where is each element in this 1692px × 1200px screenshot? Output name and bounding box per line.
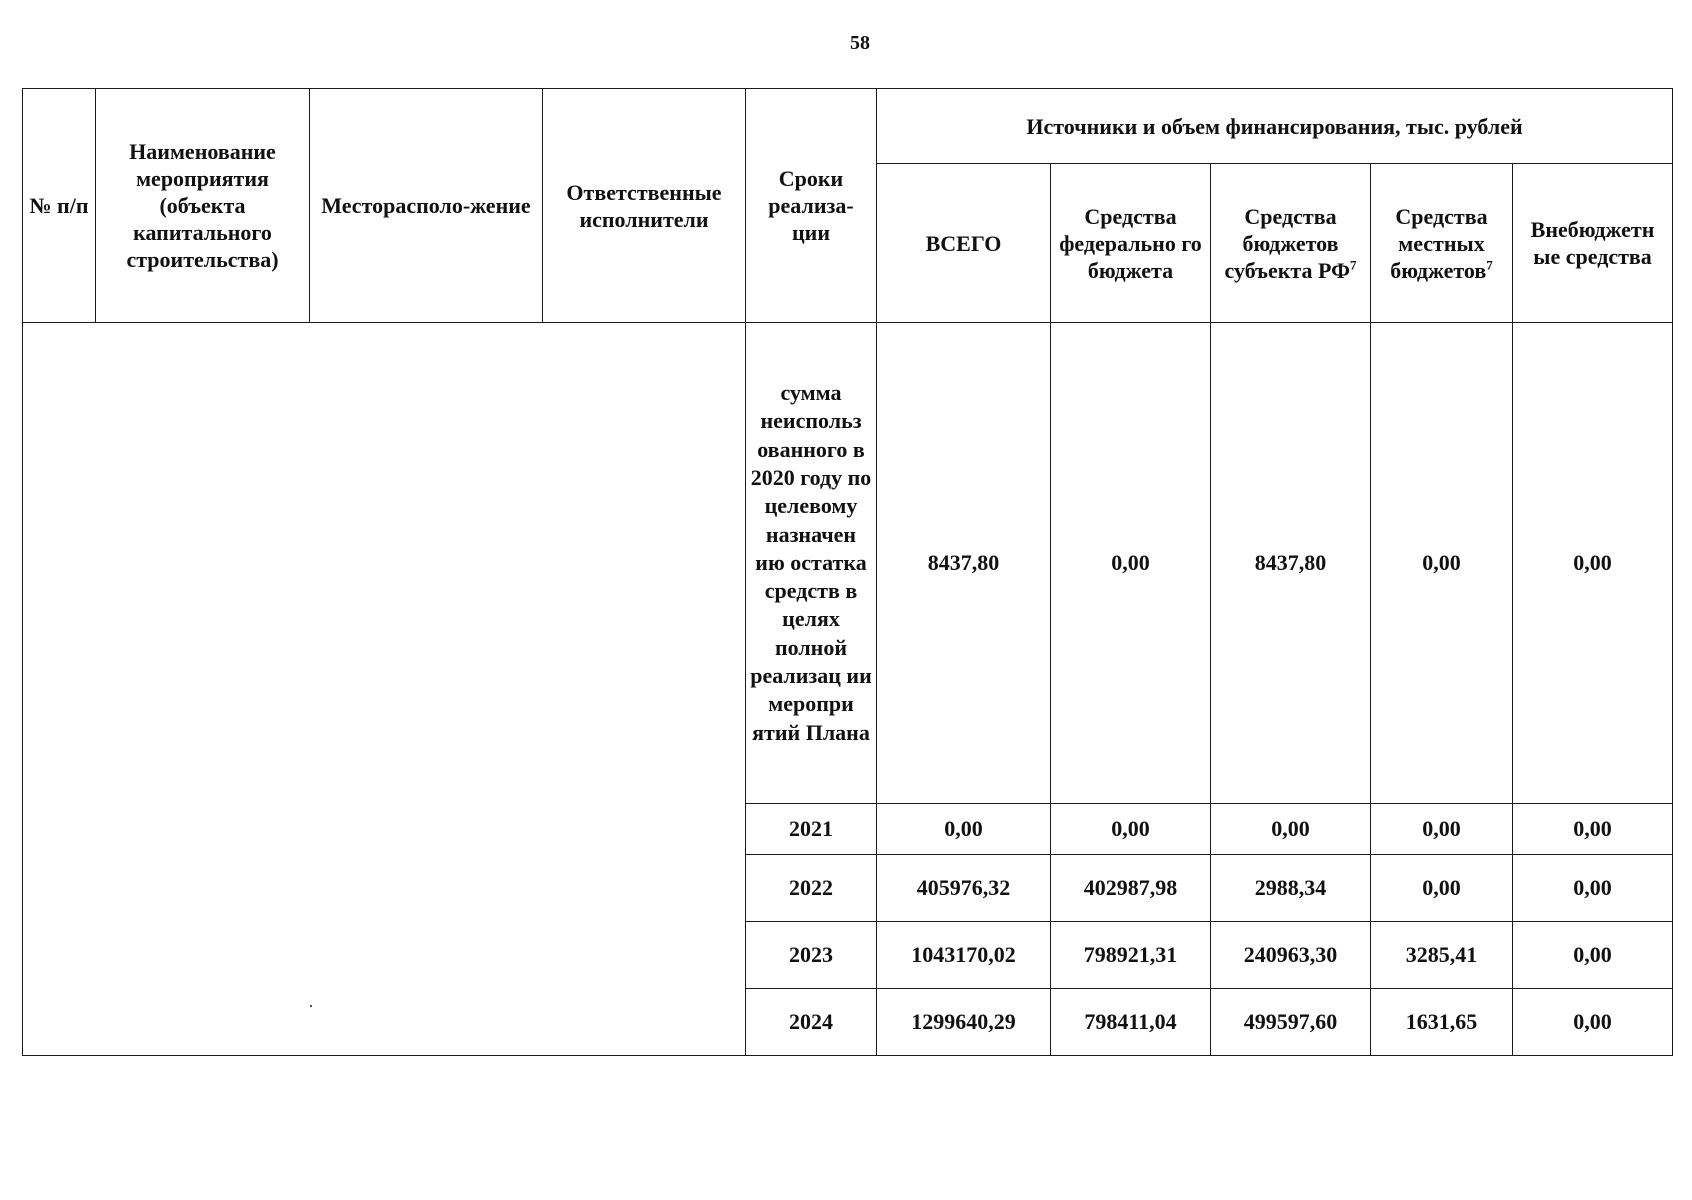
- cell-total: 1043170,02: [877, 922, 1051, 989]
- cell-regional: 8437,80: [1211, 323, 1371, 804]
- empty-merged-cell: [23, 323, 746, 1056]
- cell-local: 0,00: [1371, 855, 1513, 922]
- cell-term: 2023: [746, 922, 877, 989]
- cell-federal: 0,00: [1051, 323, 1211, 804]
- cell-total: 1299640,29: [877, 989, 1051, 1056]
- cell-term: 2024: [746, 989, 877, 1056]
- header-regional-footnote: 7: [1349, 257, 1357, 273]
- cell-total: 0,00: [877, 804, 1051, 855]
- cell-extra: 0,00: [1513, 855, 1673, 922]
- header-local-text: Средства местных бюджетов: [1390, 203, 1488, 283]
- cell-local: 1631,65: [1371, 989, 1513, 1056]
- header-local-footnote: 7: [1486, 257, 1493, 273]
- header-local: [1371, 164, 1513, 323]
- header-num: № п/п: [23, 89, 96, 323]
- header-total: ВСЕГО: [877, 164, 1051, 323]
- header-extra: Внебюджетн ые средства: [1513, 164, 1673, 323]
- cell-regional: 499597,60: [1211, 989, 1371, 1056]
- header-regional: [1211, 164, 1371, 323]
- header-executors: Ответственные исполнители: [543, 89, 746, 323]
- cell-term: 2021: [746, 804, 877, 855]
- cell-federal: 798411,04: [1051, 989, 1211, 1056]
- table-row: [23, 323, 1673, 804]
- header-row-top: [23, 89, 1673, 164]
- header-name: Наименование мероприятия (объекта капитального строительства): [96, 89, 310, 323]
- header-federal: Средства федерально го бюджета: [1051, 164, 1211, 323]
- cell-federal: 402987,98: [1051, 855, 1211, 922]
- cell-regional: 2988,34: [1211, 855, 1371, 922]
- header-term: Сроки реализа-ции: [746, 89, 877, 323]
- cell-extra: 0,00: [1513, 804, 1673, 855]
- cell-term: 2022: [746, 855, 877, 922]
- cell-extra: 0,00: [1513, 989, 1673, 1056]
- page-number: 58: [850, 32, 870, 54]
- cell-total: 8437,80: [877, 323, 1051, 804]
- cell-regional: 240963,30: [1211, 922, 1371, 989]
- cell-term: сумма неиспольз ованного в 2020 году по целевому назначен ию остатка средств в целях полной реализац ии меропри ятий Плана: [746, 323, 877, 804]
- cell-extra: 0,00: [1513, 323, 1673, 804]
- header-location: Месторасполо-жение: [310, 89, 543, 323]
- cell-federal: 798921,31: [1051, 922, 1211, 989]
- cell-local: 3285,41: [1371, 922, 1513, 989]
- cell-local: 0,00: [1371, 323, 1513, 804]
- header-regional-text: Средства бюджетов субъекта РФ: [1224, 203, 1350, 283]
- cell-federal: 0,00: [1051, 804, 1211, 855]
- header-funding-group: Источники и объем финансирования, тыс. рублей: [877, 89, 1673, 164]
- financing-table: [22, 88, 1673, 1056]
- cell-total: 405976,32: [877, 855, 1051, 922]
- cell-regional: 0,00: [1211, 804, 1371, 855]
- scan-speck: [310, 1005, 312, 1007]
- cell-local: 0,00: [1371, 804, 1513, 855]
- cell-extra: 0,00: [1513, 922, 1673, 989]
